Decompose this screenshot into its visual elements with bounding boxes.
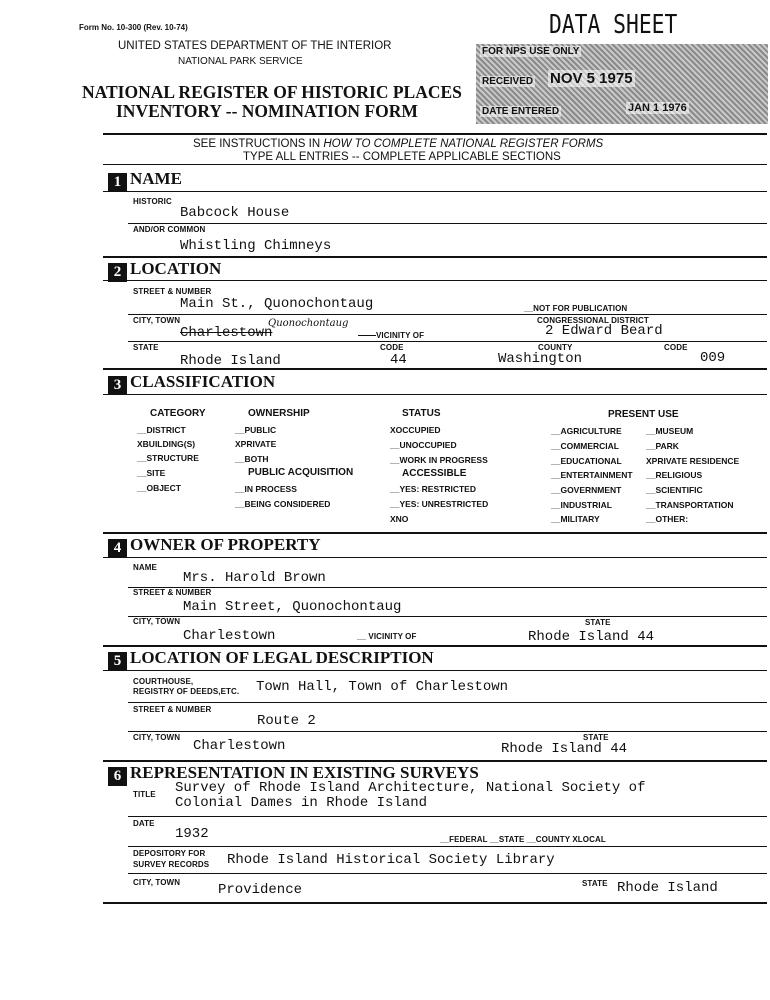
present-use-option: __GOVERNMENT: [551, 485, 622, 495]
access-option: __YES: RESTRICTED: [390, 484, 476, 494]
form-title-1: NATIONAL REGISTER OF HISTORIC PLACES: [82, 82, 462, 102]
access-option: __YES: UNRESTRICTED: [390, 499, 489, 509]
owner-vicinity: __ VICINITY OF: [357, 632, 417, 641]
section-5-heading: [108, 648, 434, 671]
date-entered-label: DATE ENTERED: [482, 106, 560, 117]
ownership-header: OWNERSHIP: [248, 408, 310, 419]
state-label: STATE: [133, 343, 159, 352]
section-number: 6: [108, 767, 127, 786]
depository-label-1: DEPOSITORY FOR: [133, 849, 206, 858]
ownership-option: __PUBLIC: [235, 425, 277, 435]
common-label: AND/OR COMMON: [133, 225, 206, 234]
owner-city: Charlestown: [183, 628, 276, 644]
received-label: RECEIVED: [482, 76, 534, 87]
form-title-2: INVENTORY -- NOMINATION FORM: [116, 101, 418, 121]
present-use-option: __TRANSPORTATION: [646, 500, 734, 510]
common-name: Whistling Chimneys: [180, 238, 332, 254]
survey-title-line-2: Colonial Dames in Rhode Island: [175, 795, 428, 811]
present-use-option: __RELIGIOUS: [646, 470, 703, 480]
category-option: XBUILDING(S): [137, 439, 196, 449]
state-code: 44: [390, 352, 407, 368]
congressional-district-label: CONGRESSIONAL DISTRICT: [537, 316, 649, 325]
county-label: COUNTY: [538, 343, 573, 352]
owner-street-label: STREET & NUMBER: [133, 588, 212, 597]
courthouse-label: COURTHOUSE,: [133, 677, 194, 686]
form-number: Form No. 10-300 (Rev. 10-74): [79, 23, 188, 32]
section-1-heading: [108, 169, 182, 192]
handwritten-city: Quonochontaug: [268, 318, 349, 329]
category-option: __OBJECT: [137, 483, 181, 493]
present-use-option: __COMMERCIAL: [551, 441, 620, 451]
vicinity-text: VICINITY OF: [376, 331, 425, 340]
service: NATIONAL PARK SERVICE: [178, 56, 303, 67]
not-for-publication: __NOT FOR PUBLICATION: [524, 304, 628, 313]
depository: Rhode Island Historical Society Library: [227, 852, 555, 868]
congressional-district: 2 Edward Beard: [545, 323, 663, 339]
category-option: __STRUCTURE: [137, 453, 199, 463]
section-4-heading: [108, 535, 321, 558]
section-2-heading: [108, 259, 221, 282]
legal-city: Charlestown: [193, 738, 286, 754]
code-label: CODE: [380, 343, 404, 352]
vicinity-label: [358, 331, 424, 340]
survey-title-line-1: Survey of Rhode Island Architecture, National Society of: [175, 780, 646, 796]
legal-state-label: STATE: [583, 733, 609, 742]
section-3-heading: [108, 372, 275, 395]
county-code-label: CODE: [664, 343, 688, 352]
location-county: Washington: [498, 351, 583, 367]
data-sheet-heading: DATA SHEET: [549, 10, 678, 40]
county-code: 009: [700, 350, 726, 366]
legal-street-label: STREET & NUMBER: [133, 705, 212, 714]
nps-use-stamp: [476, 44, 768, 124]
present-use-option: __SCIENTIFIC: [646, 485, 703, 495]
public-acquisition-header: PUBLIC ACQUISITION: [248, 467, 354, 478]
legal-city-label: CITY, TOWN: [133, 733, 181, 742]
present-use-option: __INDUSTRIAL: [551, 500, 612, 510]
location-state: Rhode Island: [180, 353, 281, 369]
present-use-option: XPRIVATE RESIDENCE: [646, 456, 740, 466]
section-title: OWNER OF PROPERTY: [130, 535, 321, 554]
survey-state: Rhode Island: [617, 880, 718, 896]
nps-use-label: FOR NPS USE ONLY: [482, 46, 580, 57]
ownership-option: __BOTH: [235, 454, 269, 464]
owner-state: Rhode Island 44: [528, 629, 655, 645]
section-title: LOCATION: [130, 259, 222, 278]
accessible-header: ACCESSIBLE: [402, 468, 467, 479]
legal-state: Rhode Island 44: [501, 741, 628, 757]
section-title: REPRESENTATION IN EXISTING SURVEYS: [130, 763, 479, 782]
present-use-header: PRESENT USE: [608, 409, 679, 420]
survey-date: 1932: [175, 826, 209, 842]
section-number: 1: [108, 173, 127, 192]
department: UNITED STATES DEPARTMENT OF THE INTERIOR: [118, 40, 392, 52]
access-option: XNO: [390, 514, 409, 524]
present-use-option: __EDUCATIONAL: [551, 456, 622, 466]
section-number: 4: [108, 539, 127, 558]
status-option: XOCCUPIED: [390, 425, 441, 435]
status-option: __UNOCCUPIED: [390, 440, 457, 450]
section-title: LOCATION OF LEGAL DESCRIPTION: [130, 648, 434, 667]
status-header: STATUS: [402, 408, 441, 419]
survey-city: Providence: [218, 882, 303, 898]
received-date: NOV 5 1975: [550, 70, 633, 87]
legal-street: Route 2: [257, 713, 316, 729]
status-option: __WORK IN PROGRESS: [390, 455, 488, 465]
instructions-prefix: SEE INSTRUCTIONS IN: [193, 138, 324, 150]
instructions-line-2: TYPE ALL ENTRIES -- COMPLETE APPLICABLE SECTIONS: [243, 151, 561, 163]
category-option: __SITE: [137, 468, 166, 478]
date-entered-value: JAN 1 1976: [628, 102, 687, 114]
section-number: 2: [108, 263, 127, 282]
survey-date-label: DATE: [133, 819, 155, 828]
registry-label: REGISTRY OF DEEDS,ETC.: [133, 687, 240, 696]
section-title: CLASSIFICATION: [130, 372, 276, 391]
survey-level: __FEDERAL __STATE __COUNTY XLOCAL: [440, 835, 606, 844]
section-number: 5: [108, 652, 127, 671]
street-label: STREET & NUMBER: [133, 287, 212, 296]
owner-name-label: NAME: [133, 563, 157, 572]
category-option: __DISTRICT: [137, 425, 186, 435]
present-use-option: __MUSEUM: [646, 426, 694, 436]
survey-city-label: CITY, TOWN: [133, 878, 181, 887]
acquisition-option: __IN PROCESS: [235, 484, 297, 494]
location-street: Main St., Quonochontaug: [180, 296, 374, 312]
acquisition-option: __BEING CONSIDERED: [235, 499, 331, 509]
ownership-option: XPRIVATE: [235, 439, 277, 449]
owner-city-label: CITY, TOWN: [133, 617, 181, 626]
owner-name: Mrs. Harold Brown: [183, 570, 326, 586]
depository-label-2: SURVEY RECORDS: [133, 860, 210, 869]
historic-name: Babcock House: [180, 205, 290, 221]
present-use-option: __AGRICULTURE: [551, 426, 622, 436]
courthouse: Town Hall, Town of Charlestown: [256, 679, 509, 695]
location-city: Charlestown: [180, 325, 273, 341]
instructions-link: HOW TO COMPLETE NATIONAL REGISTER FORMS: [323, 138, 604, 150]
city-label: CITY, TOWN: [133, 316, 181, 325]
owner-state-label: STATE: [585, 618, 611, 627]
survey-title-label: TITLE: [133, 790, 156, 799]
section-title: NAME: [130, 169, 182, 188]
section-number: 3: [108, 376, 127, 395]
instructions-line-1: [193, 138, 603, 150]
historic-label: HISTORIC: [133, 197, 172, 206]
present-use-option: __OTHER:: [646, 514, 689, 524]
category-header: CATEGORY: [150, 408, 206, 419]
survey-state-label: STATE: [582, 879, 608, 888]
owner-street: Main Street, Quonochontaug: [183, 599, 402, 615]
present-use-option: __MILITARY: [551, 514, 600, 524]
present-use-option: __ENTERTAINMENT: [551, 470, 633, 480]
present-use-option: __PARK: [646, 441, 679, 451]
